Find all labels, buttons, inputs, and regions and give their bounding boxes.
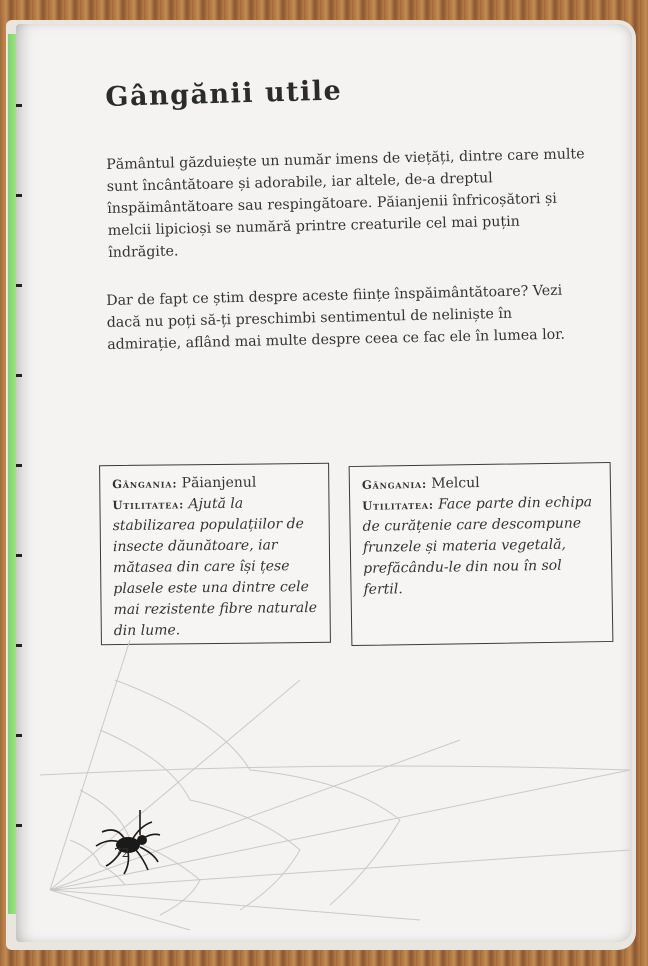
utility-label: Utilitatea: bbox=[362, 497, 435, 513]
spider-web-icon bbox=[40, 640, 640, 940]
creature-name: Păianjenul bbox=[181, 474, 257, 492]
page-number: 72 bbox=[114, 846, 130, 860]
utility-text: Ajută la stabilizarea populațiilor de insecte dăunătoare, iar mătasea din care își țese plasele este una dintre cele mai rezistente fibre naturale din lume. bbox=[112, 495, 318, 640]
utility-text: Face parte din echipa de curățenie care descompune frunzele și materia vegetală, prefăcându-le din nou în sol fertil. bbox=[362, 494, 593, 598]
page-title: Gângănii utile bbox=[105, 75, 343, 113]
intro-paragraph: Pământul găzduiește un număr imens de viețăți, dintre care multe sunt încântătoare și adorabile, iar altele, de-a dreptul înspăimântătoare sau respingătoare. Păianjenii înfricoșători și melcii lipicioși se numără printre creaturile cel mai puțin îndrăgite. bbox=[106, 146, 585, 261]
page-binding bbox=[16, 104, 22, 904]
creature-name: Melcul bbox=[431, 475, 480, 492]
creature-label: Gângania: bbox=[112, 476, 178, 492]
info-box-snail bbox=[349, 462, 614, 646]
spider-icon bbox=[96, 810, 160, 874]
creature-label: Gângania: bbox=[361, 476, 428, 492]
question-paragraph: Dar de fapt ce știm despre aceste ființe înspăimântătoare? Vezi dacă nu poți să-ți preschimbi sentimentul de neliniște în admirație, aflând mai multe despre ceea ce fac ele în lumea lor. bbox=[106, 282, 566, 353]
info-box-spider bbox=[99, 463, 331, 645]
utility-label: Utilitatea: bbox=[112, 497, 185, 513]
